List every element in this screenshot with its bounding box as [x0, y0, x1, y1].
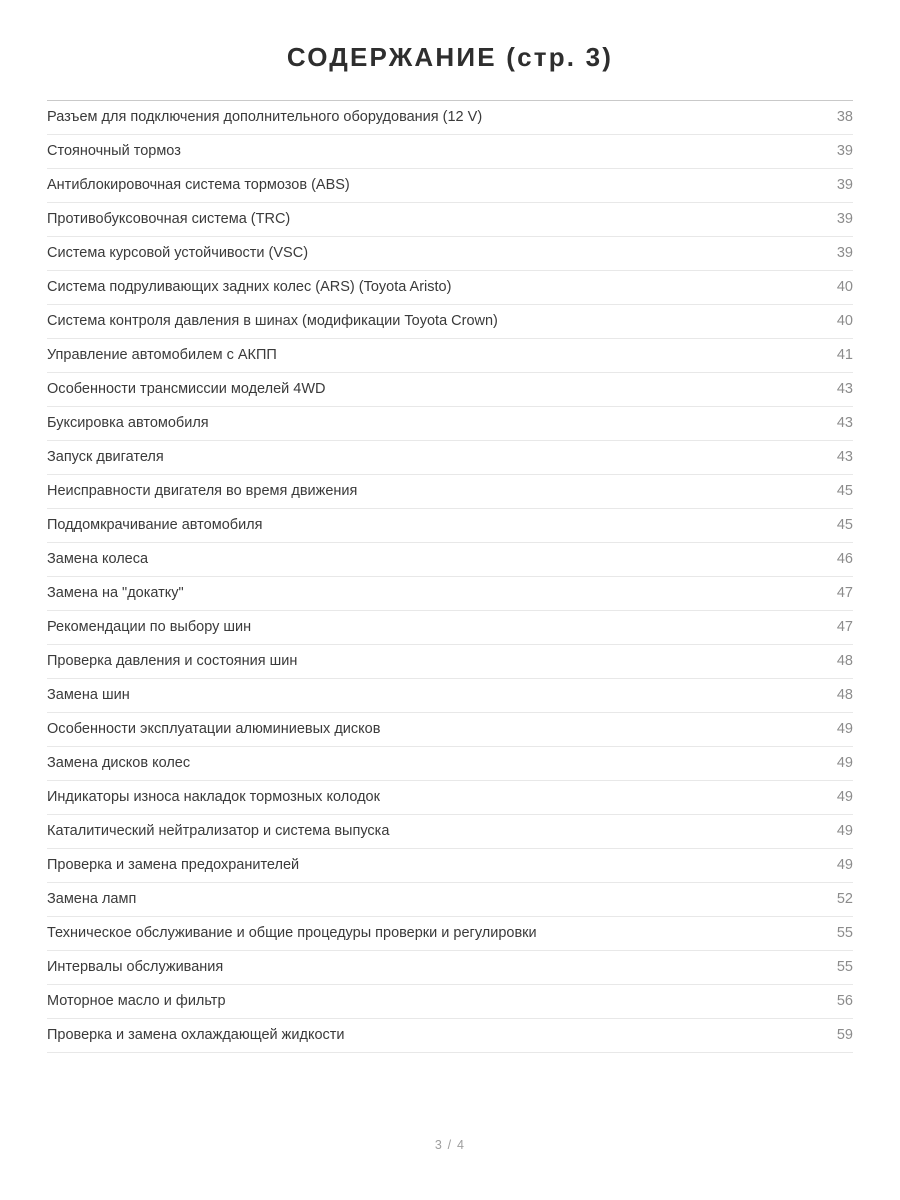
toc-entry-page-number: 52: [836, 891, 853, 907]
toc-entry-title: Неисправности двигателя во время движения: [47, 483, 358, 499]
toc-entry[interactable]: [47, 883, 853, 917]
toc-entry-page-number: 39: [836, 245, 853, 261]
toc-entry[interactable]: [47, 849, 853, 883]
toc-entry[interactable]: [47, 781, 853, 815]
toc-entry-title: Интервалы обслуживания: [47, 959, 224, 975]
toc-entry-title: Антиблокировочная система тормозов (ABS): [47, 177, 350, 193]
toc-entry[interactable]: [47, 203, 853, 237]
toc-entry-title: Противобуксовочная система (TRC): [47, 211, 291, 227]
toc-entry-title: Особенности трансмиссии моделей 4WD: [47, 381, 326, 397]
toc-entry-page-number: 49: [836, 755, 853, 771]
toc-entry-page-number: 49: [836, 857, 853, 873]
toc-entry[interactable]: [47, 917, 853, 951]
toc-entry-page-number: 56: [836, 993, 853, 1009]
toc-entry[interactable]: [47, 135, 853, 169]
toc-entry-page-number: 41: [836, 347, 853, 363]
toc-entry[interactable]: [47, 747, 853, 781]
toc-entry-page-number: 49: [836, 823, 853, 839]
toc-entry-title: Система контроля давления в шинах (модификации Toyota Crown): [47, 313, 498, 329]
toc-entry[interactable]: [47, 101, 853, 135]
toc-entry-title: Особенности эксплуатации алюминиевых дисков: [47, 721, 381, 737]
toc-entry[interactable]: [47, 951, 853, 985]
toc-entry-page-number: 55: [836, 925, 853, 941]
toc-entry[interactable]: [47, 645, 853, 679]
toc-entry-title: Проверка и замена предохранителей: [47, 857, 300, 873]
toc-entry-page-number: 59: [836, 1027, 853, 1043]
toc-entry-page-number: 47: [836, 585, 853, 601]
toc-entry-title: Замена дисков колес: [47, 755, 191, 771]
toc-entry-title: Замена на "докатку": [47, 585, 184, 601]
toc-entry[interactable]: [47, 815, 853, 849]
toc-entry-page-number: 46: [836, 551, 853, 567]
toc-entry[interactable]: [47, 985, 853, 1019]
toc-entry-title: Стояночный тормоз: [47, 143, 181, 159]
toc-entry-page-number: 39: [836, 211, 853, 227]
toc-entry[interactable]: [47, 543, 853, 577]
toc-entry-page-number: 40: [836, 279, 853, 295]
toc-entry-title: Замена колеса: [47, 551, 149, 567]
toc-entry[interactable]: [47, 305, 853, 339]
toc-entry[interactable]: [47, 373, 853, 407]
table-of-contents: [0, 101, 900, 1053]
toc-entry-page-number: 40: [836, 313, 853, 329]
toc-entry-page-number: 48: [836, 687, 853, 703]
toc-entry[interactable]: [47, 1019, 853, 1053]
toc-entry[interactable]: [47, 407, 853, 441]
toc-entry-title: Система курсовой устойчивости (VSC): [47, 245, 309, 261]
toc-entry-title: Запуск двигателя: [47, 449, 164, 465]
toc-entry-page-number: 49: [836, 789, 853, 805]
toc-entry[interactable]: [47, 169, 853, 203]
toc-entry[interactable]: [47, 271, 853, 305]
toc-entry[interactable]: [47, 509, 853, 543]
toc-entry-page-number: 43: [836, 415, 853, 431]
toc-entry[interactable]: [47, 475, 853, 509]
toc-entry[interactable]: [47, 441, 853, 475]
page-footer: [0, 1136, 900, 1200]
page-title: СОДЕРЖАНИЕ (стр. 3): [286, 42, 614, 72]
toc-entry-title: Буксировка автомобиля: [47, 415, 209, 431]
toc-entry[interactable]: [47, 679, 853, 713]
toc-entry-title: Поддомкрачивание автомобиля: [47, 517, 263, 533]
toc-entry-page-number: 48: [836, 653, 853, 669]
toc-entry-title: Индикаторы износа накладок тормозных колодок: [47, 789, 380, 805]
toc-entry-page-number: 43: [836, 449, 853, 465]
toc-entry-page-number: 45: [836, 483, 853, 499]
toc-entry-page-number: 45: [836, 517, 853, 533]
toc-entry-title: Проверка и замена охлаждающей жидкости: [47, 1027, 345, 1043]
toc-entry-page-number: 38: [836, 109, 853, 125]
toc-entry-title: Разъем для подключения дополнительного оборудования (12 V): [47, 109, 483, 125]
toc-entry-title: Рекомендации по выбору шин: [47, 619, 252, 635]
toc-entry-page-number: 55: [836, 959, 853, 975]
toc-entry-page-number: 43: [836, 381, 853, 397]
toc-entry[interactable]: [47, 713, 853, 747]
footer-page-indicator: 3 / 4: [434, 1138, 466, 1152]
toc-entry-title: Система подруливающих задних колес (ARS) (Toyota Aristo): [47, 279, 452, 295]
toc-entry-title: Каталитический нейтрализатор и система выпуска: [47, 823, 390, 839]
toc-entry-page-number: 47: [836, 619, 853, 635]
toc-entry-page-number: 39: [836, 143, 853, 159]
toc-entry[interactable]: [47, 339, 853, 373]
toc-entry[interactable]: [47, 611, 853, 645]
toc-entry-title: Управление автомобилем с АКПП: [47, 347, 277, 363]
toc-entry-title: Замена шин: [47, 687, 130, 703]
toc-entry-title: Моторное масло и фильтр: [47, 993, 226, 1009]
toc-entry[interactable]: [47, 237, 853, 271]
toc-entry-title: Техническое обслуживание и общие процедуры проверки и регулировки: [47, 925, 537, 941]
toc-entry-page-number: 49: [836, 721, 853, 737]
toc-entry-title: Замена ламп: [47, 891, 137, 907]
toc-entry-title: Проверка давления и состояния шин: [47, 653, 298, 669]
toc-entry-page-number: 39: [836, 177, 853, 193]
toc-entry[interactable]: [47, 577, 853, 611]
